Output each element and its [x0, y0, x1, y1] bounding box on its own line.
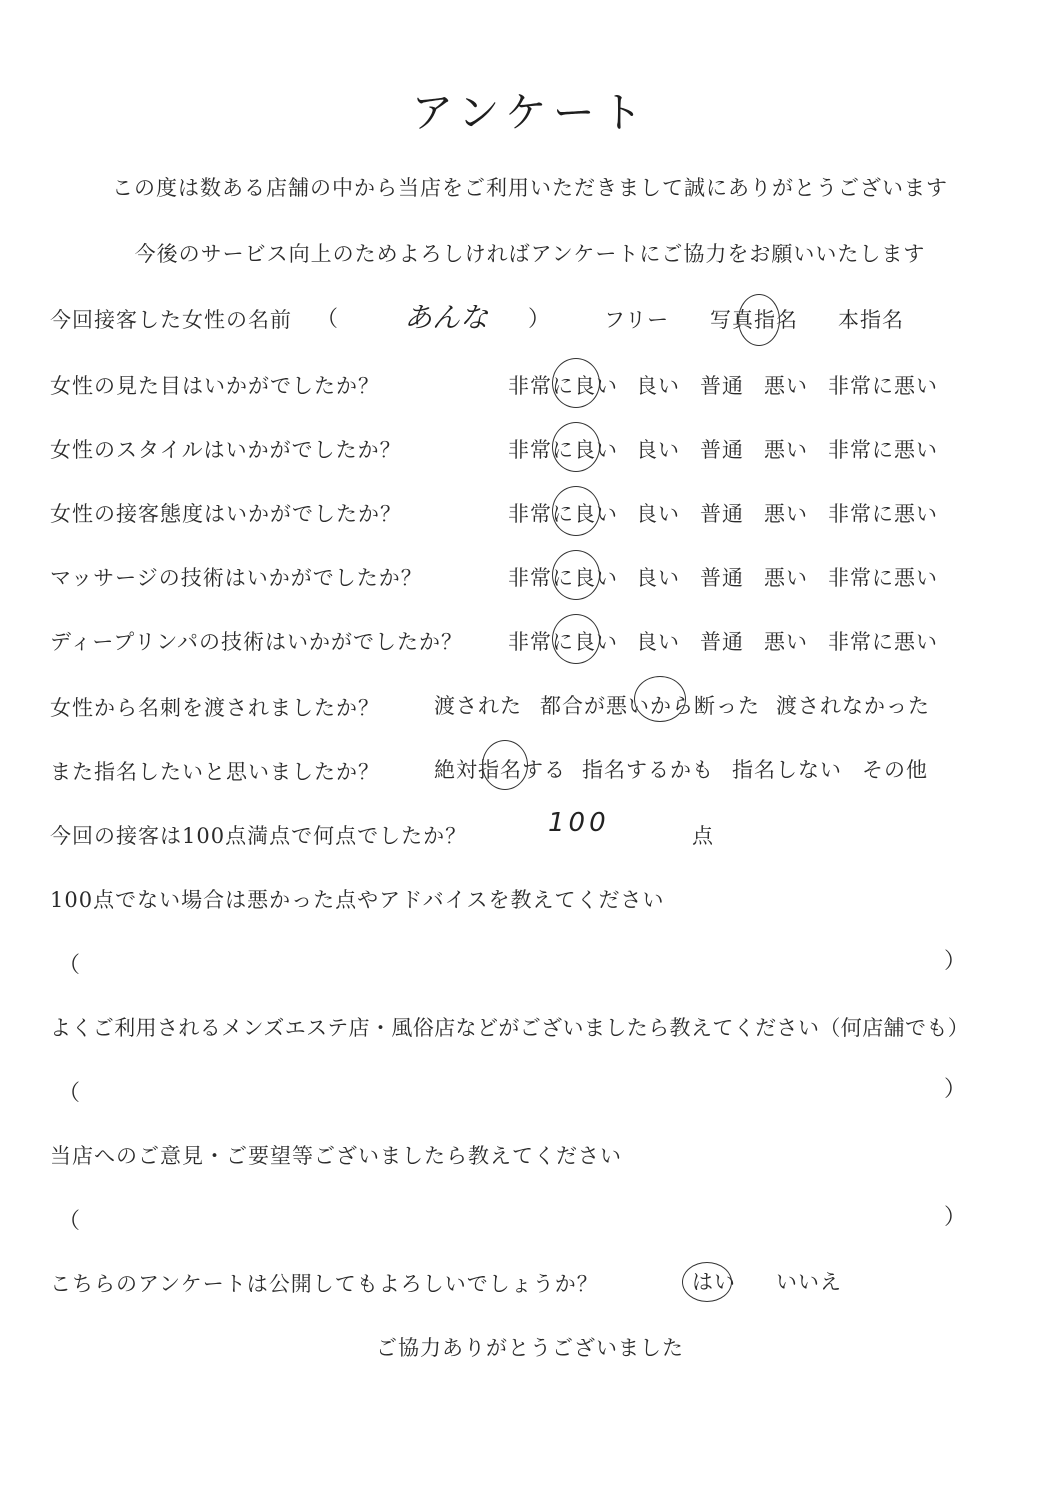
rating-option[interactable]: 良い — [636, 438, 680, 462]
rating-option[interactable]: 普通 — [700, 630, 744, 654]
rating-option[interactable]: 普通 — [700, 566, 744, 590]
rating-option[interactable]: 非常に悪い — [828, 630, 938, 654]
rating-option[interactable]: 悪い — [764, 374, 808, 398]
rating-option[interactable]: 悪い — [764, 438, 808, 462]
rating-option[interactable]: 非常に良い — [508, 566, 618, 590]
rating-option[interactable]: 非常に良い — [508, 438, 618, 462]
card-option-refused[interactable]: 都合が悪いから断った — [540, 694, 760, 718]
advice-close-paren: ） — [944, 949, 967, 974]
score-answer: 100 — [548, 808, 610, 838]
shops-close-paren: ） — [944, 1077, 967, 1102]
repeat-question-label: また指名したいと思いましたか？ — [50, 760, 380, 784]
name-option-main[interactable]: 本指名 — [838, 308, 904, 332]
advice-open-paren: （ — [58, 953, 81, 978]
rating-option[interactable]: 悪い — [764, 630, 808, 654]
rating-question-label: 女性のスタイルはいかがでしたか？ — [50, 438, 402, 462]
rating-option[interactable]: 普通 — [700, 374, 744, 398]
selection-circle — [552, 550, 600, 600]
rating-option[interactable]: 悪い — [764, 502, 808, 526]
rating-option[interactable]: 普通 — [700, 438, 744, 462]
score-unit: 点 — [692, 824, 714, 848]
shops-question-label: よくご利用されるメンズエステ店・風俗店などがございましたら教えてください（何店舗でも） — [50, 1016, 970, 1040]
card-question-label: 女性から名刺を渡されましたか？ — [50, 696, 380, 720]
rating-option[interactable]: 非常に悪い — [828, 566, 938, 590]
rating-option[interactable]: 非常に悪い — [828, 374, 938, 398]
rating-option[interactable]: 非常に悪い — [828, 502, 938, 526]
card-option-not-given[interactable]: 渡されなかった — [776, 694, 930, 718]
publish-option-no[interactable]: いいえ — [776, 1270, 842, 1294]
name-option-photo[interactable]: 写真指名 — [710, 308, 798, 332]
selection-circle — [682, 1262, 732, 1302]
score-question-label: 今回の接客は100点満点で何点でしたか？ — [50, 824, 468, 848]
rating-option[interactable]: 悪い — [764, 566, 808, 590]
selection-circle — [552, 486, 600, 536]
repeat-option-maybe[interactable]: 指名するかも — [582, 758, 714, 782]
rating-question-label: ディープリンパの技術はいかがでしたか？ — [50, 630, 463, 654]
opinion-question-label: 当店へのご意見・ご要望等ございましたら教えてください — [50, 1144, 622, 1168]
rating-option[interactable]: 良い — [636, 374, 680, 398]
rating-option[interactable]: 非常に悪い — [828, 438, 938, 462]
rating-option[interactable]: 非常に良い — [508, 630, 618, 654]
rating-option[interactable]: 普通 — [700, 502, 744, 526]
closing-message: ご協力ありがとうございました — [376, 1336, 684, 1360]
selection-circle — [552, 358, 600, 408]
rating-question-label: 女性の接客態度はいかがでしたか？ — [50, 502, 402, 526]
selection-circle — [738, 294, 780, 346]
card-option-given[interactable]: 渡された — [434, 694, 522, 718]
repeat-option-no[interactable]: 指名しない — [732, 758, 842, 782]
selection-circle — [552, 614, 600, 664]
intro-line-1: この度は数ある店舗の中から当店をご利用いただきまして誠にありがとうございます — [112, 176, 948, 200]
repeat-option-definitely[interactable]: 絶対指名する — [434, 758, 566, 782]
selection-circle — [482, 740, 528, 790]
rating-option[interactable]: 良い — [636, 502, 680, 526]
intro-line-2: 今後のサービス向上のためよろしければアンケートにご協力をお願いいたします — [134, 242, 926, 266]
rating-question-label: 女性の見た目はいかがでしたか？ — [50, 374, 380, 398]
page-title: アンケート — [411, 88, 649, 137]
publish-option-yes[interactable]: はい — [692, 1270, 736, 1294]
rating-option[interactable]: 良い — [636, 566, 680, 590]
advice-question-label: 100点でない場合は悪かった点やアドバイスを教えてください — [50, 888, 665, 912]
open-paren: （ — [316, 307, 339, 332]
close-paren: ） — [528, 307, 551, 332]
rating-option[interactable]: 非常に良い — [508, 502, 618, 526]
selection-circle — [634, 676, 686, 722]
name-answer: あんな — [404, 301, 489, 334]
shops-open-paren: （ — [58, 1081, 81, 1106]
rating-option[interactable]: 非常に良い — [508, 374, 618, 398]
name-option-free[interactable]: フリー — [604, 308, 670, 332]
publish-question-label: こちらのアンケートは公開してもよろしいでしょうか？ — [50, 1272, 599, 1296]
name-question-label: 今回接客した女性の名前 — [50, 308, 292, 332]
opinion-open-paren: （ — [58, 1209, 81, 1234]
opinion-close-paren: ） — [944, 1205, 967, 1230]
selection-circle — [552, 422, 600, 472]
repeat-option-other[interactable]: その他 — [862, 758, 928, 782]
rating-question-label: マッサージの技術はいかがでしたか？ — [50, 566, 423, 590]
rating-option[interactable]: 良い — [636, 630, 680, 654]
